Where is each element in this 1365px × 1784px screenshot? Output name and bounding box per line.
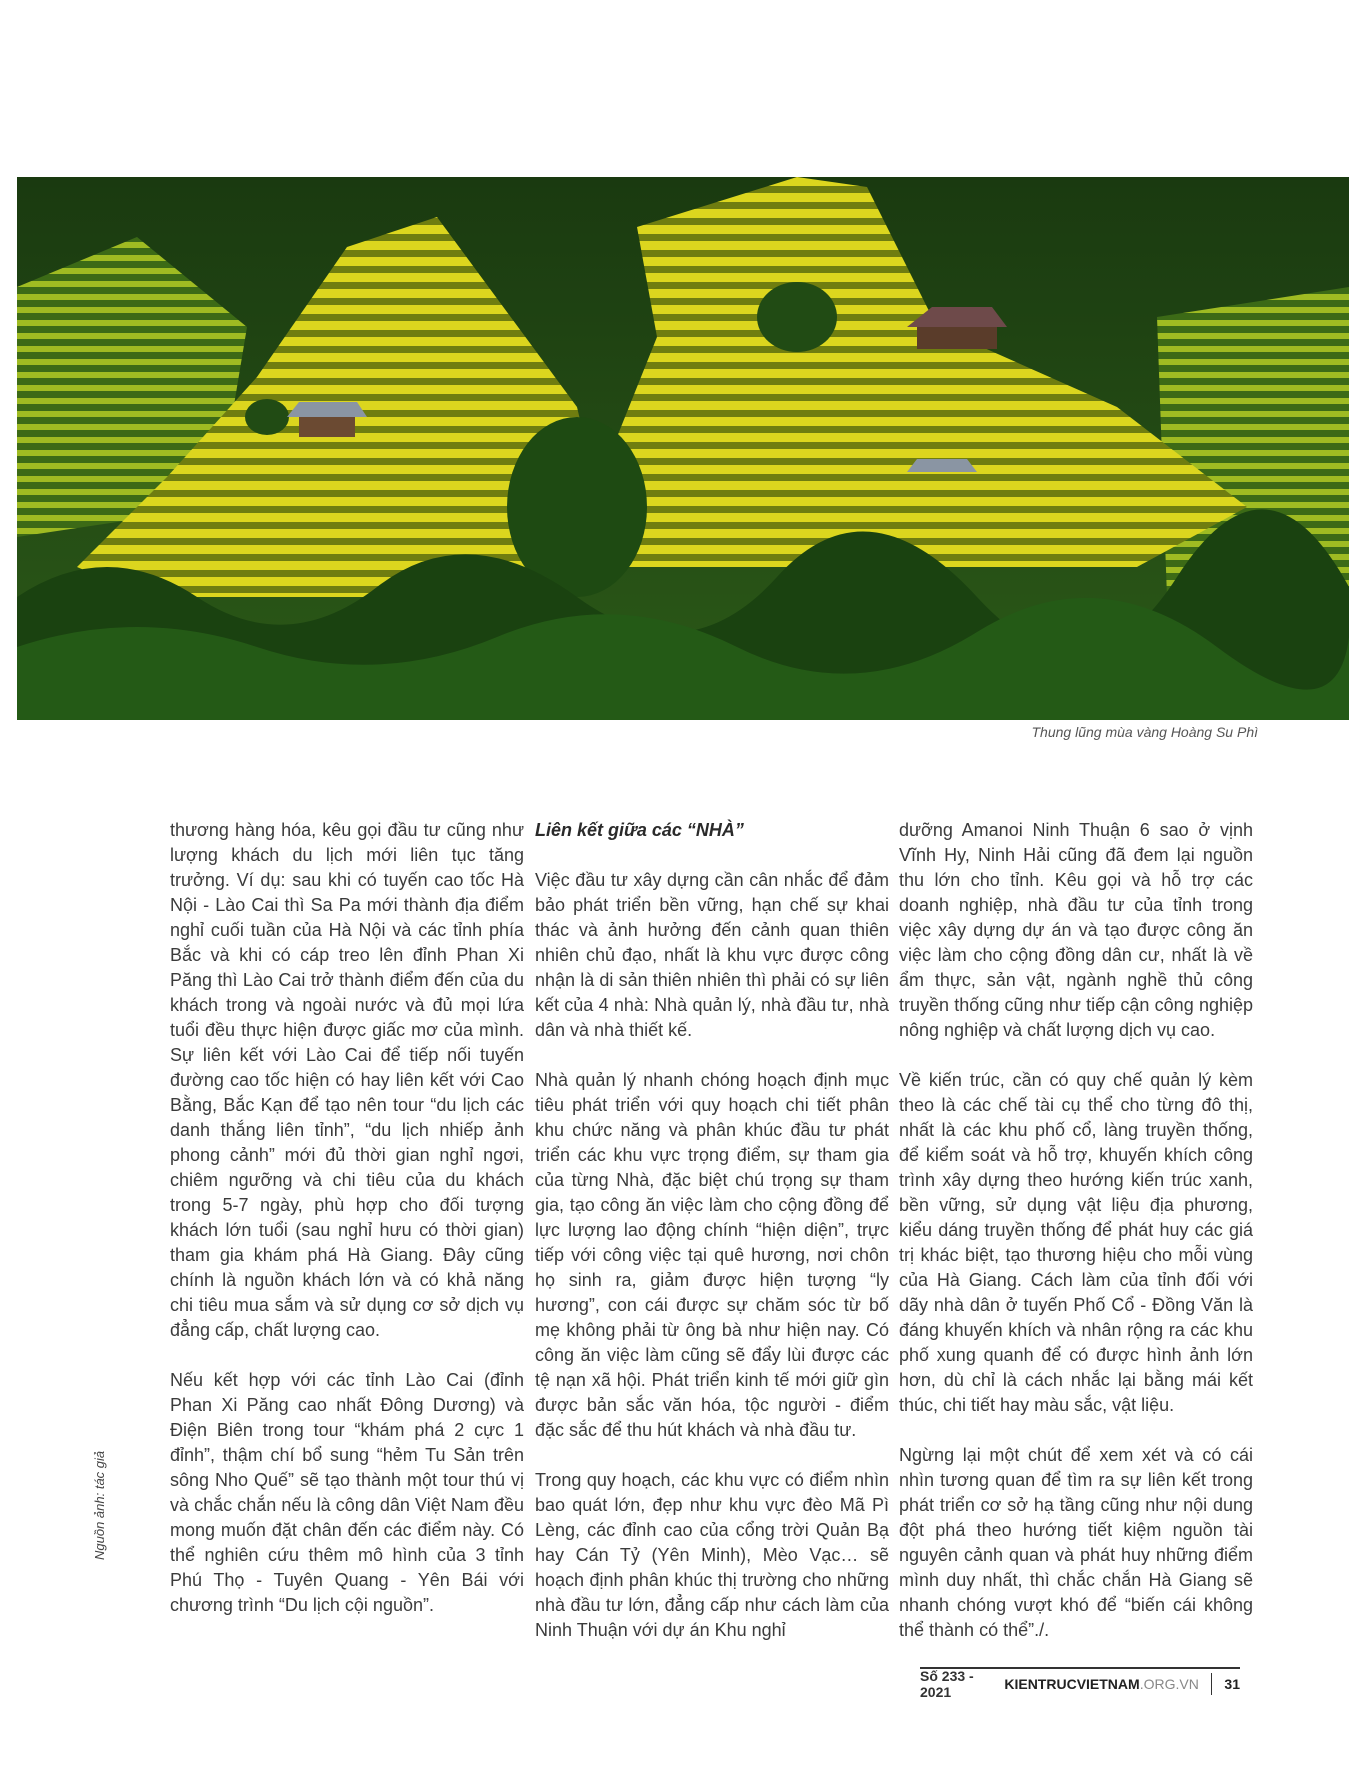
terrace-illustration bbox=[17, 177, 1349, 720]
house-lower bbox=[907, 459, 977, 472]
page-number: 31 bbox=[1224, 1676, 1240, 1692]
paragraph: thương hàng hóa, kêu gọi đầu tư cũng như lượng khách du lịch mới liên tục tăng trưởng. Ví dụ: sau khi có tuyến cao tốc Hà Nội - Lào Cai thì Sa Pa mới thành địa điểm nghỉ cuối tuần của Hà Nội và các tỉnh phía Bắc và khi có cáp treo lên đỉnh Phan Xi Păng thì Lào Cai trở thành điểm đến của du khách trong và ngoài nước và đủ mọi lứa tuổi đều thực hiện được giấc mơ của mình. Sự liên kết với Lào Cai để tiếp nối tuyến đường cao tốc hiện có hay liên kết với Cao Bằng, Bắc Kạn để tạo nên tour “du lịch các danh thắng liên tỉnh”, “du lịch nhiếp ảnh phong cảnh” mới đủ thời gian nghỉ ngơi, chiêm ngưỡng và chi tiêu của du khách trong 5-7 ngày, phù hợp cho đối tượng khách lớn tuổi (sau nghỉ hưu có thời gian) tham gia khám phá Hà Giang. Đây cũng chính là nguồn khách lớn và có khả năng chi tiêu mua sắm và sử dụng cơ sở dịch vụ đẳng cấp, chất lượng cao. bbox=[170, 820, 524, 1340]
paragraph: dưỡng Amanoi Ninh Thuận 6 sao ở vịnh Vĩnh Hy, Ninh Hải cũng đã đem lại nguồn thu lớn cho tỉnh. Kêu gọi và hỗ trợ các doanh nghiệp, nhà đầu tư của tỉnh trong việc xây dựng dự án và tạo được công ăn việc làm cho cộng đồng dân cư, nhất là về ẩm thực, sản vật, ngành nghề thủ công truyền thống cũng như tiếp cận công nghiệp nông nghiệp và chất lượng dịch vụ cao. bbox=[899, 820, 1253, 1040]
paragraph: Về kiến trúc, cần có quy chế quản lý kèm theo là các chế tài cụ thể cho từng đô thị, nhất là các khu phố cổ, làng truyền thống, để kiểm soát và hỗ trợ, khuyến khích công trình xây dựng theo hướng kiến trúc xanh, bền vững, sử dụng vật liệu địa phương, kiểu dáng truyền thống để phát huy các giá trị khác biệt, tạo thương hiệu cho mỗi vùng của Hà Giang. Cách làm của tỉnh đối với dãy nhà dân ở tuyến Phố Cổ - Đồng Văn là đáng khuyến khích và nhân rộng ra các khu phố xung quanh để có được hình ảnh lớn hơn, dù chỉ là cách nhắc lại bằng mái kết thúc, chi tiết hay màu sắc, vật liệu. bbox=[899, 1070, 1253, 1415]
photo-credit: Nguồn ảnh: tác giả bbox=[92, 1450, 107, 1560]
paragraph: Nhà quản lý nhanh chóng hoạch định mục tiêu phát triển với quy hoạch chi tiết phân khu chức năng và phân khúc đầu tư phát triển các khu vực trọng điểm, sự tham gia của từng Nhà, đặc biệt chú trọng sự tham gia, tạo công ăn việc làm cho cộng đồng để lực lượng lao động chính “hiện diện”, trực tiếp với công việc tại quê hương, nơi chôn họ sinh ra, giảm được hiện tượng “ly hương”, con cái được sự chăm sóc từ bố mẹ không phải từ ông bà như hiện nay. Có công ăn việc làm cũng sẽ đẩy lùi được các tệ nạn xã hội. Phát triển kinh tế mới giữ gìn được bản sắc văn hóa, tộc người - điểm đặc sắc để thu hút khách và nhà đầu tư. bbox=[535, 1070, 889, 1440]
rice-terrace-photo bbox=[17, 177, 1349, 720]
page-footer bbox=[920, 1667, 1240, 1699]
paragraph: Việc đầu tư xây dựng cần cân nhắc để đảm bảo phát triển bền vững, hạn chế sự khai thác và ảnh hưởng đến cảnh quan thiên nhiên chủ đạo, nhất là khu vực được công nhận là di sản thiên nhiên thì phải có sự liên kết của 4 nhà: Nhà quản lý, nhà đầu tư, nhà dân và nhà thiết kế. bbox=[535, 870, 889, 1040]
section-heading: Liên kết giữa các “NHÀ” bbox=[535, 820, 744, 840]
footer-divider bbox=[1211, 1673, 1213, 1695]
site-domain: .ORG.VN bbox=[1139, 1676, 1199, 1692]
site-name: KIENTRUCVIETNAM bbox=[1004, 1676, 1140, 1692]
paragraph: Nếu kết hợp với các tỉnh Lào Cai (đỉnh Phan Xi Păng cao nhất Đông Dương) và Điện Biên trong tour “khám phá 2 cực 1 đỉnh”, thậm chí bổ sung “hẻm Tu Sản trên sông Nho Quế” sẽ tạo thành một tour thú vị và chắc chắn nếu là công dân Việt Nam đều mong muốn đặt chân đến các điểm này. Có thể nghiên cứu thêm mô hình của 3 tỉnh Phú Thọ - Tuyên Quang - Yên Bái với chương trình “Du lịch cội nguồn”. bbox=[170, 1370, 524, 1615]
column-3 bbox=[899, 818, 1253, 1668]
photo-caption: Thung lũng mùa vàng Hoàng Su Phì bbox=[1031, 724, 1258, 740]
issue-number: Số 233 - 2021 bbox=[920, 1668, 974, 1700]
column-2 bbox=[535, 818, 889, 1668]
paragraph: Ngừng lại một chút để xem xét và có cái nhìn tương quan để tìm ra sự liên kết trong phát triển cơ sở hạ tầng cũng như nội dung đột phá theo hướng tiết kiệm nguồn tài nguyên cảnh quan và phát huy những điểm mình duy nhất, thì chắc chắn Hà Giang sẽ nhanh chóng vượt khó để “biến cái không thể thành có thể”./. bbox=[899, 1445, 1253, 1640]
column-1 bbox=[170, 818, 524, 1643]
house-left bbox=[287, 402, 367, 417]
paragraph: Trong quy hoạch, các khu vực có điểm nhìn bao quát lớn, đẹp như khu vực đèo Mã Pì Lèng, các đỉnh cao của cổng trời Quản Bạ hay Cán Tỷ (Yên Minh), Mèo Vạc… sẽ hoạch định phân khúc thị trường cho những nhà đầu tư lớn, đẳng cấp như cách làm của Ninh Thuận với dự án Khu nghỉ bbox=[535, 1470, 889, 1640]
